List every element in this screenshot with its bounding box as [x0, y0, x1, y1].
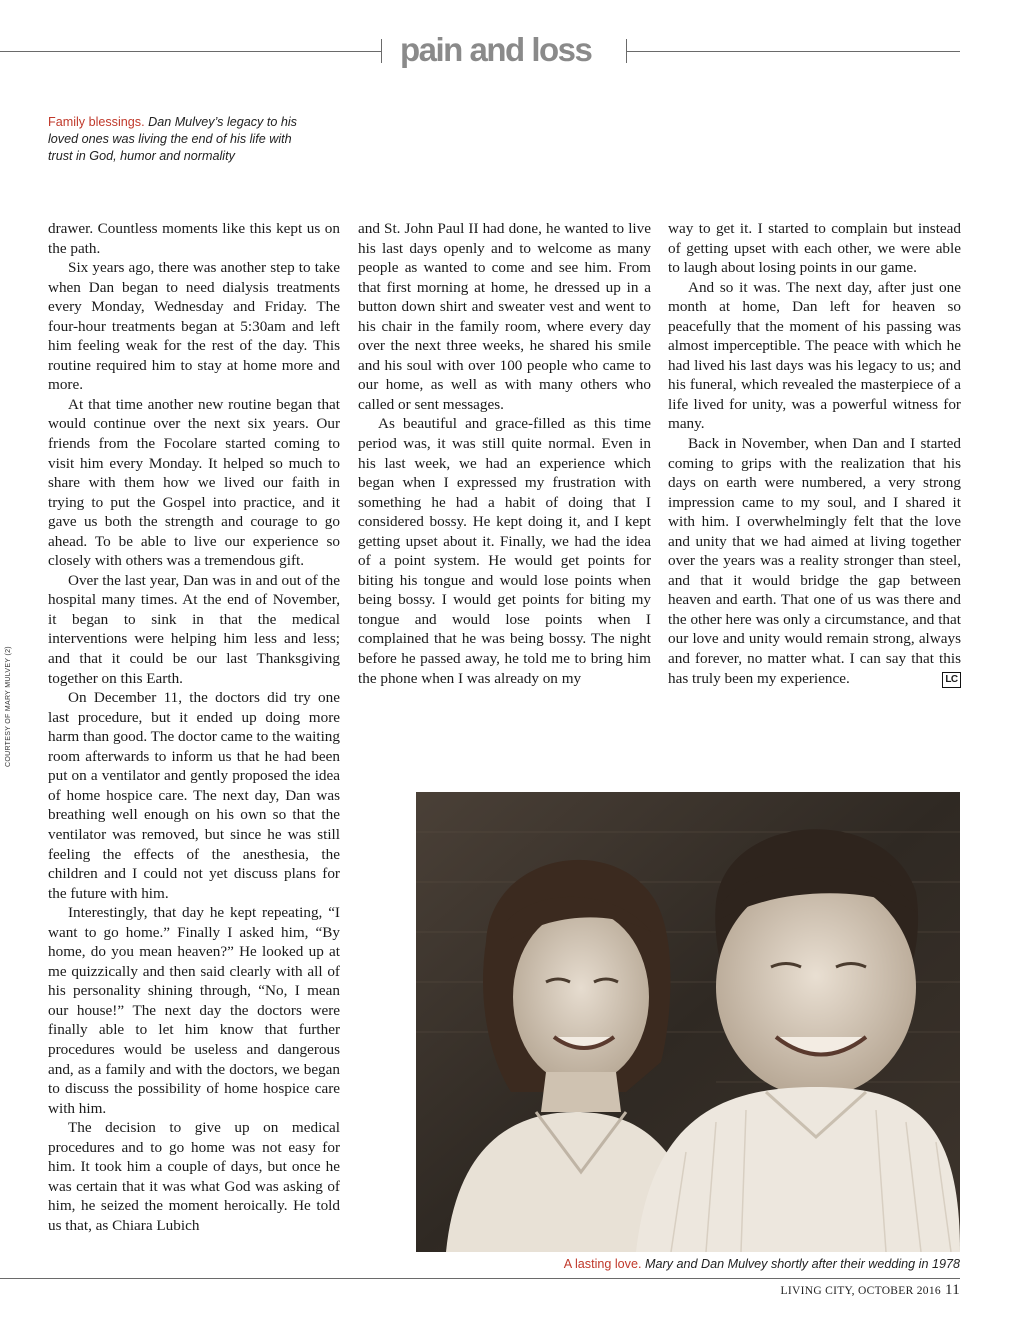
photo-caption — [416, 1256, 960, 1273]
page-number: 11 — [944, 1282, 960, 1298]
paragraph: drawer. Countless moments like this kept us on the path. — [48, 220, 340, 257]
paragraph: The decision to give up on medical procedures and to go home was not easy for him. It took him a couple of days, but once he was certain that it was what God was asking of him, he seized the moment heroically. He told us that, as Chiara Lubich — [48, 1119, 340, 1234]
article-column-1 — [48, 219, 340, 1235]
top-caption — [48, 114, 318, 165]
header-rule-right — [627, 51, 960, 52]
publication-info: LIVING CITY, OCTOBER 2016 — [780, 1285, 941, 1297]
photo-caption-text: Mary and Dan Mulvey shortly after their wedding in 1978 — [644, 1257, 960, 1271]
header-rule-left — [0, 51, 381, 52]
footer-rule — [0, 1278, 960, 1279]
article-column-3 — [668, 219, 961, 688]
section-title: pain and loss — [400, 31, 592, 68]
end-mark-logo: LC — [942, 672, 961, 688]
paragraph: Over the last year, Dan was in and out of the hospital many times. At the end of November, it began to sink in that the medical interventions were helping him less and less; and that it could be our last Thanksgiving together on this Earth. — [48, 571, 340, 687]
caption-text: Dan Mulvey’s legacy to his loved ones was living the end of his life with trust in God, humor and normality — [48, 115, 297, 163]
paragraph: way to get it. I started to complain but instead of getting upset with each other, we were able to laugh about losing points in our game. — [668, 220, 961, 277]
paragraph — [668, 434, 961, 688]
paragraph: At that time another new routine began that would continue over the next six years. Our friends from the Focolare started coming to visit him every Monday. It helped so much to share with them how we lived our faith in trying to put the Gospel into practice, and it gave us both the strength and courage to go ahead. To be able to live our experience so closely with others was a tremendous gift. — [48, 395, 340, 570]
article-column-2 — [358, 219, 651, 688]
couple-photo — [416, 792, 960, 1252]
paragraph: Six years ago, there was another step to take when Dan began to need dialysis treatments every Monday, Wednesday and Friday. The four-hour treatments began at 5:30am and left him feeling weak for the rest of the day. This routine required him to stay at home more and more. — [48, 259, 340, 394]
paragraph: On December 11, the doctors did try one last procedure, but it ended up doing more harm than good. The doctor came to the waiting room afterwards to inform us that he had been put on a ventilator and gently proposed the idea of home hospice care. The next day, Dan was breathing well enough on his own so that the ventilator was removed, but since he was still feeling the effects of the anesthesia, the children and I could not yet discuss plans for the future with him. — [48, 689, 340, 902]
paragraph: Interestingly, that day he kept repeating, “I want to go home.” Finally I asked him, “By home, do you mean heaven?” He looked up at me quizzically and then said clearly with all of his personality shining through, “No, I mean our house!” The next day the doctors were finally able to let him know that further procedures would be useless and dangerous and, as a family and with the doctors, we began to discuss the possibility of home hospice care with him. — [48, 904, 340, 1117]
caption-lead: Family blessings. — [48, 115, 145, 129]
paragraph-text: Back in November, when Dan and I started coming to grips with the realization that his days on earth were numbered, a very strong impression came to my soul, and I shared it with him. I overwhelmingly felt that the love and unity that we had aimed at living together over the years was a reality stronger than steel, and that it would bridge the gap between heaven and earth. That one of us was there and the other here was only a circumstance, and that our love and unity would remain strong, always and forever, no matter what. I can say that this has truly been my experience. — [668, 435, 961, 687]
paragraph: As beautiful and grace-filled as this time period was, it was still quite normal. Even in his last week, we had an experience which began when I expressed my frustration with something he had a habit of doing that I considered bossy. He kept doing it, and I kept getting upset about it. Finally, we had the idea of a point system. He would get points for biting his tongue and would lose points when being bossy. I would get points for biting my tongue and would lose points when I complained that he was being bossy. The night before he passed away, he told me to bring him the phone when I was already on my — [358, 415, 651, 687]
photo-credit: COURTESY OF MARY MULVEY (2) — [5, 646, 12, 767]
photo-caption-lead: A lasting love. — [563, 1257, 642, 1271]
footer — [781, 1282, 960, 1299]
couple-photo-illustration — [416, 792, 960, 1252]
header-tick-left — [381, 39, 382, 63]
paragraph: And so it was. The next day, after just one month at home, Dan left for heaven so peacefully that the moment of his passing was almost imperceptible. The peace with which he had lived his last days was his legacy to us; and his funeral, which revealed the masterpiece of a life lived for unity, was a powerful witness for many. — [668, 278, 961, 433]
paragraph: and St. John Paul II had done, he wanted to live his last days openly and to welcome as many people as wanted to come and see him. From that first morning at home, he dressed up in a button down shirt and sweater vest and went to his chair in the family room, where every day over the next three weeks, he shared his smile and his soul with over 100 people who came to our home, as well as with many others who called or sent messages. — [358, 220, 651, 413]
